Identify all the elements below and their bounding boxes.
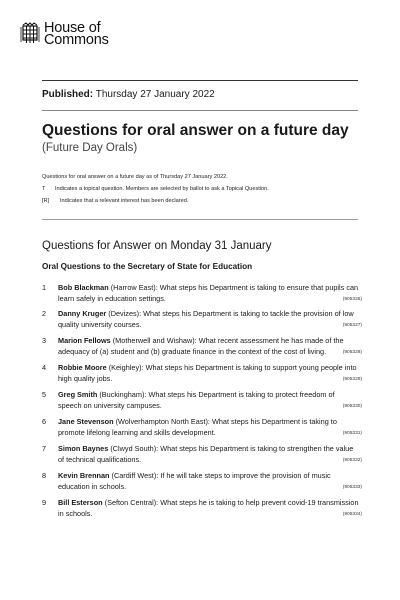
- member-name: Marion Fellows: [58, 336, 111, 345]
- constituency: (Motherwell and Wishaw):: [112, 336, 197, 345]
- question-text: What steps his Department is taking to promote lifelong learning and skills development.: [58, 417, 337, 437]
- question-id: (905326): [342, 297, 362, 302]
- question-item: [42, 389, 362, 411]
- question-text: If he will take steps to improve the provision of music education in schools.: [58, 471, 331, 491]
- key-symbol: [R]: [42, 198, 50, 204]
- question-text: What steps his Department is taking to strengthen the value of technical qualifications.: [58, 444, 354, 464]
- department-subheading: Oral Questions to the Secretary of State for Education: [42, 262, 253, 271]
- question-number: 2: [42, 309, 47, 318]
- constituency: (Clwyd South):: [110, 444, 159, 453]
- section-divider: [42, 219, 358, 220]
- constituency: (Cardiff West):: [111, 471, 159, 480]
- question-body: [58, 362, 362, 384]
- member-name: Bob Blackman: [58, 283, 109, 292]
- question-id: (905329): [342, 377, 362, 382]
- question-number: 3: [42, 336, 47, 345]
- key-symbol: T: [42, 186, 46, 192]
- question-body: [58, 335, 362, 357]
- question-number: 5: [42, 390, 47, 399]
- question-id: (905330): [342, 404, 362, 409]
- constituency: (Buckingham):: [99, 390, 147, 399]
- question-number: 9: [42, 498, 47, 507]
- constituency: (Devizes):: [108, 309, 142, 318]
- question-body: [58, 470, 362, 492]
- published-divider: [42, 110, 358, 111]
- question-item: [42, 335, 362, 357]
- intro-line: Questions for oral answer on a future day as of Thursday 27 January 2022.: [42, 174, 228, 180]
- question-number: 8: [42, 471, 47, 480]
- published-line: [42, 89, 215, 100]
- constituency: (Sefton Central):: [104, 498, 159, 507]
- member-name: Greg Smith: [58, 390, 98, 399]
- house-of-commons-logo: [20, 22, 109, 46]
- question-text: What steps his Department is taking to protect freedom of speech on university campuses.: [58, 390, 335, 410]
- question-id: (905334): [342, 512, 362, 517]
- question-item: [42, 416, 362, 438]
- question-id: (905331): [342, 431, 362, 436]
- question-number: 6: [42, 417, 47, 426]
- published-date: Thursday 27 January 2022: [95, 89, 215, 100]
- question-item: [42, 308, 362, 330]
- logo-wordmark: [44, 22, 109, 46]
- logo-line-1: House of: [44, 20, 101, 36]
- question-list: [42, 282, 362, 519]
- top-divider: [42, 80, 358, 81]
- question-id: (905328): [342, 350, 362, 355]
- published-label: Published:: [42, 89, 94, 100]
- constituency: (Keighley):: [108, 363, 144, 372]
- portcullis-icon: [20, 22, 40, 44]
- question-id: (905333): [342, 485, 362, 490]
- member-name: Kevin Brennan: [58, 471, 110, 480]
- key-text: Indicates a topical question. Members are selected by ballot to ask a Topical Question.: [55, 186, 269, 192]
- question-item: [42, 282, 362, 304]
- section-heading: Questions for Answer on Monday 31 January: [42, 240, 272, 252]
- question-item: [42, 362, 362, 384]
- member-name: Robbie Moore: [58, 363, 107, 372]
- question-body: [58, 308, 362, 330]
- logo-line-2: Commons: [44, 32, 109, 48]
- key-topical: [42, 183, 362, 195]
- constituency: (Wolverhampton North East):: [115, 417, 210, 426]
- intro-block: [42, 171, 362, 207]
- question-body: [58, 389, 362, 411]
- document-title: Questions for oral answer on a future day: [42, 122, 349, 139]
- constituency: (Harrow East):: [110, 283, 158, 292]
- question-body: [58, 443, 362, 465]
- question-text: What steps his Department is taking to ensure that pupils can learn safely in education settings.: [58, 283, 359, 303]
- question-body: [58, 497, 362, 519]
- question-number: 4: [42, 363, 47, 372]
- question-text: What steps his Department is taking to tackle the provision of low quality university courses.: [58, 309, 354, 329]
- question-id: (905332): [342, 458, 362, 463]
- key-text: Indicates that a relevant interest has been declared.: [60, 198, 189, 204]
- question-item: [42, 470, 362, 492]
- question-id: (905327): [342, 323, 362, 328]
- member-name: Bill Esterson: [58, 498, 103, 507]
- member-name: Danny Kruger: [58, 309, 107, 318]
- document-subtitle: (Future Day Orals): [42, 142, 138, 154]
- question-body: [58, 416, 362, 438]
- question-text: What steps his Department is taking to support young people into high quality jobs.: [58, 363, 357, 383]
- question-text: What steps he is taking to help prevent covid-19 transmission in schools.: [58, 498, 359, 518]
- question-number: 7: [42, 444, 47, 453]
- question-body: [58, 282, 362, 304]
- question-number: 1: [42, 283, 47, 292]
- question-item: [42, 443, 362, 465]
- member-name: Jane Stevenson: [58, 417, 114, 426]
- key-interest: [42, 195, 362, 207]
- member-name: Simon Baynes: [58, 444, 109, 453]
- question-item: [42, 497, 362, 519]
- question-text: What recent assessment he has made of the adequacy of (a) student and (b) graduate finance in the context of the cost of living.: [58, 336, 344, 356]
